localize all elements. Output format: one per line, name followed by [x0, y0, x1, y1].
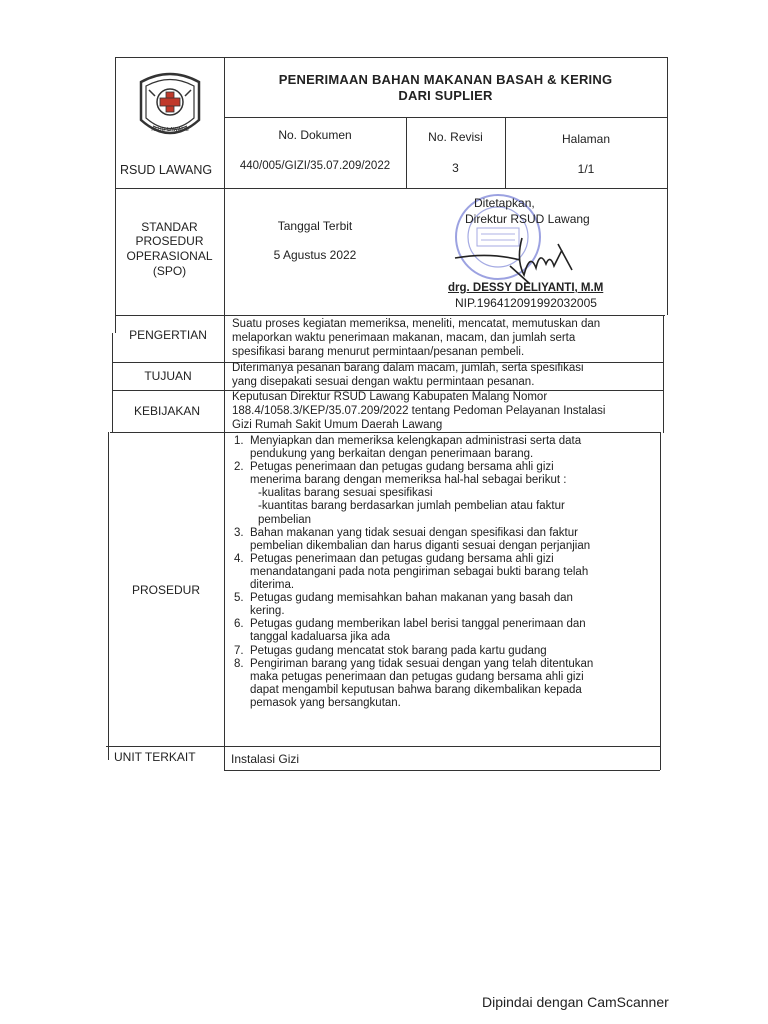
prosedur-list — [230, 435, 646, 710]
prosedur-step — [230, 553, 646, 592]
logo-text: RSUD LAWANG — [151, 127, 189, 133]
revision-label: No. Revisi — [428, 130, 483, 144]
prosedur-step — [230, 618, 646, 644]
step-number: 7. — [234, 644, 244, 657]
kebijakan-text-line: 188.4/1058.3/KEP/35.07.209/2022 tentang Pedoman Pelayanan Instalasi — [232, 405, 606, 417]
step-number: 3. — [234, 526, 244, 539]
pengertian-text-line: melaporkan waktu penerimaan makanan, macam, dan jumlah serta — [232, 332, 576, 344]
table-divider — [106, 746, 660, 747]
prosedur-step — [230, 435, 646, 461]
prosedur-step — [230, 527, 646, 553]
step-text-line: dapat mengambil keputusan bahwa barang dikembalikan kepada — [250, 683, 582, 696]
tujuan-text-line: yang disepakati sesuai dengan waktu permintaan pesanan. — [232, 376, 535, 388]
pengertian-label: PENGERTIAN — [129, 328, 207, 342]
table-border-top — [115, 57, 667, 58]
approval-line1: Ditetapkan, — [474, 196, 535, 210]
document-title-line1: PENERIMAAN BAHAN MAKANAN BASAH & KERING — [278, 72, 613, 87]
hospital-logo — [135, 68, 205, 150]
unit-terkait-value: Instalasi Gizi — [231, 752, 300, 766]
kebijakan-label: KEBIJAKAN — [133, 404, 201, 418]
step-text-line: Menyiapkan dan memeriksa kelengkapan administrasi serta data — [250, 435, 582, 447]
issue-date-value: 5 Agustus 2022 — [273, 248, 357, 262]
step-number: 4. — [234, 552, 244, 565]
page-value: 1/1 — [577, 162, 595, 176]
approval-line2: Direktur RSUD Lawang — [465, 212, 590, 226]
doc-number-value: 440/005/GIZI/35.07.209/2022 — [239, 160, 391, 172]
document-title-line2: DARI SUPLIER — [398, 88, 493, 103]
step-text-line: diterima. — [250, 579, 295, 592]
prosedur-step — [230, 500, 646, 526]
table-divider — [224, 117, 667, 118]
table-border-right — [663, 315, 664, 433]
kebijakan-text-line: Gizi Rumah Sakit Umum Daerah Lawang — [232, 419, 443, 431]
issue-date-label: Tanggal Terbit — [277, 219, 353, 233]
kebijakan-text-line: Keputusan Direktur RSUD Lawang Kabupaten Malang Nomor — [232, 391, 548, 403]
prosedur-step — [230, 645, 646, 658]
step-text-line: Petugas penerimaan dan petugas gudang bersama ahli gizi — [250, 461, 554, 474]
table-border-right — [667, 57, 668, 315]
table-divider — [115, 315, 665, 316]
spo-line2: PROSEDUR — [135, 234, 204, 248]
prosedur-step — [230, 658, 646, 710]
step-number: 2. — [234, 461, 244, 474]
step-text-line: Petugas gudang mencatat stok barang pada kartu gudang — [250, 644, 547, 657]
step-text-line: -kuantitas barang berdasarkan jumlah pembelian atau faktur — [258, 500, 565, 513]
prosedur-label: PROSEDUR — [131, 583, 200, 597]
step-text-line: pemasok yang bersangkutan. — [250, 696, 401, 709]
page-label: Halaman — [561, 132, 611, 146]
step-text-line: menandatangani pada nota pengiriman sebagai bukti barang telah — [250, 565, 589, 578]
step-text-line: Petugas gudang memberikan label berisi tanggal penerimaan dan — [250, 618, 586, 631]
step-text-line: -kualitas barang sesuai spesifikasi — [258, 487, 433, 500]
table-border-left — [115, 57, 116, 333]
step-text-line: Pengiriman barang yang tidak sesuai dengan yang telah ditentukan — [250, 657, 594, 670]
step-text-line: tanggal kadaluarsa jika ada — [250, 631, 391, 644]
table-column-divider — [505, 117, 506, 188]
revision-value: 3 — [452, 161, 459, 175]
step-text-line: Bahan makanan yang tidak sesuai dengan spesifikasi dan faktur — [250, 526, 578, 539]
table-border-right — [660, 432, 661, 770]
step-text-line: Petugas penerimaan dan petugas gudang bersama ahli gizi — [250, 552, 554, 565]
tujuan-label: TUJUAN — [144, 369, 192, 383]
step-number: 1. — [234, 435, 244, 447]
pengertian-text-line: spesifikasi barang menurut permintaan/pesanan pembeli. — [232, 346, 525, 358]
table-column-divider — [406, 117, 407, 188]
approver-name: drg. DESSY DELIYANTI, M.M — [448, 282, 604, 294]
step-number: 5. — [234, 592, 244, 605]
step-text-line: kering. — [250, 605, 285, 618]
step-text-line: pendukung yang berkaitan dengan penerimaan barang. — [250, 448, 534, 461]
scanner-watermark: Dipindai dengan CamScanner — [482, 994, 669, 1010]
step-text-line: maka petugas penerimaan dan petugas gudang bersama ahli gizi — [250, 670, 584, 683]
step-text-line: Petugas gudang memisahkan bahan makanan yang basah dan — [250, 592, 573, 605]
spo-line3: OPERASIONAL — [126, 249, 213, 263]
table-divider — [115, 188, 667, 189]
step-text-line: pembelian — [258, 513, 312, 526]
doc-number-label: No. Dokumen — [278, 128, 352, 142]
step-number: 8. — [234, 657, 244, 670]
spo-line4: (SPO) — [152, 264, 187, 278]
unit-terkait-label: UNIT TERKAIT — [114, 750, 196, 764]
approver-nip: NIP.196412091992032005 — [455, 296, 597, 310]
prosedur-step — [230, 487, 646, 500]
prosedur-step — [230, 592, 646, 618]
step-text-line: menerima barang dengan memeriksa hal-hal sebagai berikut : — [250, 474, 567, 487]
pengertian-text-line: Suatu proses kegiatan memeriksa, meneliti, mencatat, memutuskan dan — [232, 318, 601, 330]
director-signature — [450, 230, 585, 285]
step-text-line: pembelian dikembalian dan harus diganti sesuai dengan perjanjian — [250, 539, 591, 552]
step-number: 6. — [234, 618, 244, 631]
prosedur-step — [230, 461, 646, 487]
table-border-bottom — [224, 770, 660, 771]
hospital-name: RSUD LAWANG — [120, 163, 213, 177]
spo-line1: STANDAR — [141, 220, 198, 234]
tujuan-text-line: Diterimanya pesanan barang dalam macam, jumlah, serta spesifikasi — [232, 362, 584, 374]
